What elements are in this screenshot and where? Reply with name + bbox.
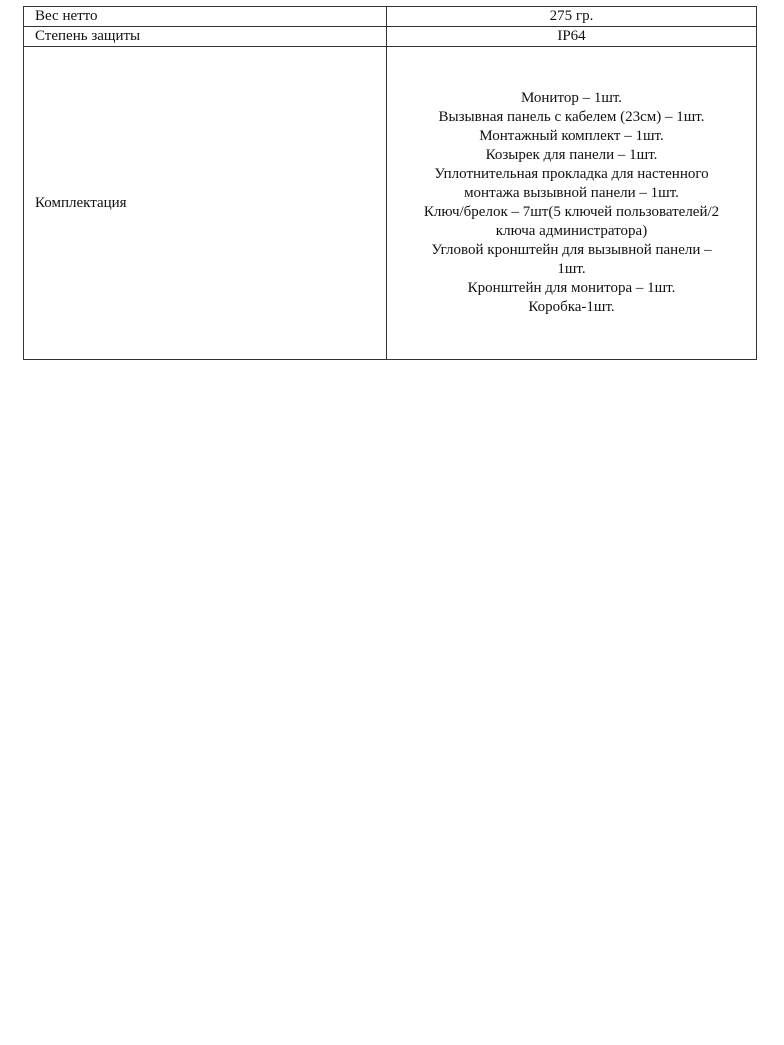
table-row-net-weight: [24, 7, 757, 27]
package-contents-line: 1шт.: [557, 261, 586, 277]
package-contents-line: монтажа вызывной панели – 1шт.: [464, 185, 679, 201]
package-contents-value: [387, 47, 757, 360]
table-row-package-contents: [24, 47, 757, 360]
package-contents-label: Комплектация: [24, 47, 387, 360]
package-contents-line: Монитор – 1шт.: [520, 90, 623, 106]
package-contents-line: ключа администратора): [495, 223, 648, 239]
package-contents-line: Угловой кронштейн для вызывной панели –: [431, 242, 712, 258]
package-contents-line: Кронштейн для монитора – 1шт.: [467, 280, 676, 296]
protection-degree-value: IP64: [387, 27, 757, 47]
package-contents-line: Уплотнительная прокладка для настенного: [434, 166, 709, 182]
package-contents-line: Козырек для панели – 1шт.: [485, 147, 658, 163]
package-contents-line: Коробка-1шт.: [528, 299, 615, 315]
net-weight-label: Вес нетто: [24, 7, 387, 27]
specifications-table: [23, 6, 757, 360]
package-contents-list: [395, 89, 748, 317]
table-row-protection-degree: [24, 27, 757, 47]
protection-degree-label: Степень защиты: [24, 27, 387, 47]
package-contents-line: Вызывная панель с кабелем (23см) – 1шт.: [438, 109, 705, 125]
package-contents-line: Ключ/брелок – 7шт(5 ключей пользователей/2: [423, 204, 720, 220]
package-contents-line: Монтажный комплект – 1шт.: [479, 128, 664, 144]
net-weight-value: 275 гр.: [387, 7, 757, 27]
